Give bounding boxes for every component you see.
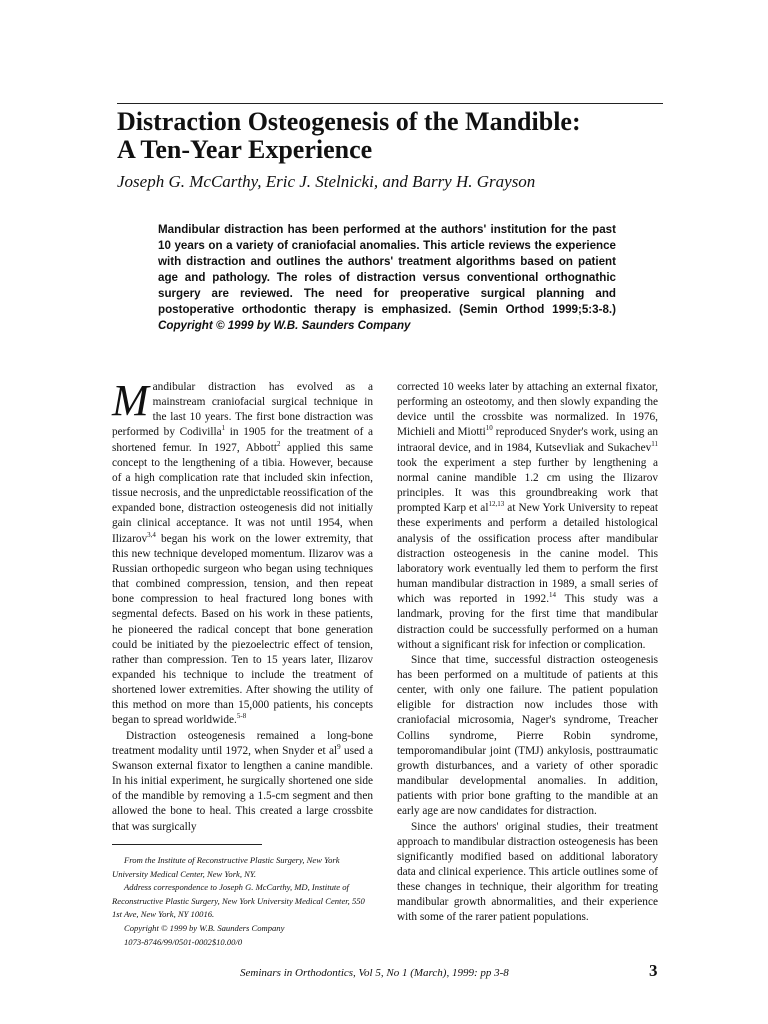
abstract-text: Mandibular distraction has been performed at the authors' institution for the past 10 years on a variety of craniofacial anomalies. This article reviews the experience with distraction and outlines the authors' treatment algorithms based on patient age and pathology. The roles of distraction versus conventional orthognathic surgery are reviewed. The need for preoperative surgical planning and postoperative orthodontic therapy is emphasized. [158, 223, 616, 316]
ref-superscript: 9 [337, 742, 341, 751]
body-column-right [397, 380, 658, 926]
text-run: at New York University to repeat these experiments and perform a detailed histological analysis of the ossification process after mandibular distraction osteogenesis in the canine model. This laboratory work eventually led them to perform the first human mandibular distraction in 1989, a small series of which was reported in 1992. [397, 502, 658, 606]
drop-cap: M [112, 376, 149, 425]
ref-superscript: 14 [549, 591, 557, 600]
text-run: reproduced Snyder's work, using an intraoral device, and in 1984, Kutsevliak and Sukachev [397, 426, 658, 454]
abstract [158, 222, 616, 334]
footnotes [112, 854, 374, 949]
footnote-rule [112, 844, 262, 845]
title-line-1: Distraction Osteogenesis of the Mandible: [117, 107, 581, 136]
ref-superscript: 10 [485, 424, 493, 433]
ref-superscript: 3,4 [147, 530, 156, 539]
abstract-citation: (Semin Orthod 1999;5:3-8.) [459, 303, 616, 316]
text-run: This study was a landmark, proving for the first time that mandibular distraction could be successfully performed on a human without a significant risk for infection or complication. [397, 593, 658, 651]
left-paragraph-2 [112, 729, 373, 835]
footnote-copyright: Copyright © 1999 by W.B. Saunders Company [124, 922, 285, 933]
right-paragraph-2: Since that time, successful distraction osteogenesis has been performed on a multitude of patients at this center, with only one failure. The patient population eligible for distraction now includes those with craniofacial microsomia, Nager's syndrome, Treacher Collins syndrome, Pierre Robin syndrome, temporomandibular joint (TMJ) ankylosis, posttraumatic growth disturbances, and a variety of other sporadic mandibular developmental anomalies. In addition, patients with prior bone grafting to the mandible at an early age are now candidates for distraction. [397, 653, 658, 818]
text-run: applied this same concept to the lengthening of a tibia. However, because of a high complication rate that included skin infection, tissue necrosis, and the unpredictable reossification of the expanded bone, distraction osteogenesis did not initially gain clinical acceptance. It was not until 1954, when Ilizarov [112, 441, 374, 545]
text-run: corrected 10 weeks later by attaching an external fixator, performing an osteotomy, and then slowly expanding the device until the crossbite was normalized. In 1976, Michieli and Miotti [397, 381, 658, 439]
text-run: Distraction osteogenesis remained a long-bone treatment modality until 1972, when Snyder et al [112, 729, 373, 757]
text-run: in 1905 for the treatment of a shortened femur. In 1927, Abbott [112, 426, 373, 454]
footnote-affiliation: From the Institute of Reconstructive Plastic Surgery, New York University Medical Center, New York, NY. [112, 855, 340, 879]
text-run: andibular distraction has evolved as a mainstream craniofacial surgical technique in the last 10 years. The first bone distraction was performed by Codivilla [112, 381, 373, 439]
footnote-correspondence: Address correspondence to Joseph G. McCarthy, MD, Institute of Reconstructive Plastic Surgery, New York University Medical Center, 550 1st Ave, New York, NY 10016. [112, 882, 365, 920]
left-paragraph-1 [112, 376, 374, 729]
top-rule [117, 103, 663, 104]
abstract-copyright: Copyright © 1999 by W.B. Saunders Company [158, 319, 411, 332]
page-number: 3 [649, 961, 658, 980]
running-footer: Seminars in Orthodontics, Vol 5, No 1 (March), 1999: pp 3-8 [240, 967, 509, 979]
ref-superscript: 1 [221, 424, 226, 433]
ref-superscript: 5-8 [236, 712, 247, 721]
article-title [117, 108, 677, 164]
ref-superscript: 2 [276, 439, 281, 448]
text-run: used a Swanson external fixator to lengthen a canine mandible. In his initial experiment, he surgically shortened one side of the mandible by removing a 1.5-cm segment and then allowed the bone to heal. This created a large crossbite that was surgically [112, 744, 374, 833]
right-paragraph-3: Since the authors' original studies, their treatment approach to mandibular distraction osteogenesis has been significantly modified based on additional laboratory data and clinical experience. This article outlines some of these changes in technique, their algorithm for treating mandibular growth abnormalities, and their experience with some of the rarer patient populations. [397, 820, 658, 924]
title-line-2: A Ten-Year Experience [117, 135, 373, 164]
ref-superscript: 12,13 [488, 500, 505, 509]
footnote-issn: 1073-8746/99/0501-0002$10.00/0 [124, 936, 243, 947]
ref-superscript: 11 [651, 439, 658, 448]
text-run: began his work on the lower extremity, that this new technique developed momentum. Ilizarov was a Russian orthopedic surgeon who began using techniques that combined compression, tension, and then repeat bone compression to heal fractured long bones with segmental defects. Based on his work in these patients, he pioneered the radical concept that bone generation could be initiated by the piezoelectric effect of tension, rather than compression. Ten to 15 years later, Ilizarov expanded his technique to include the treatment of shortened lower extremities. After showing the utility of this method on more than 15,000 patients, his concepts began to spread worldwide. [112, 532, 373, 727]
text-run: took the experiment a step further by lengthening a normal canine mandible 1.2 cm using the Ilizarov principles. It was this groundbreaking work that prompted Karp et al [397, 456, 658, 515]
author-list: Joseph G. McCarthy, Eric J. Stelnicki, and Barry H. Grayson [117, 172, 536, 191]
body-column-left [112, 376, 374, 835]
right-paragraph-1 [397, 380, 658, 653]
